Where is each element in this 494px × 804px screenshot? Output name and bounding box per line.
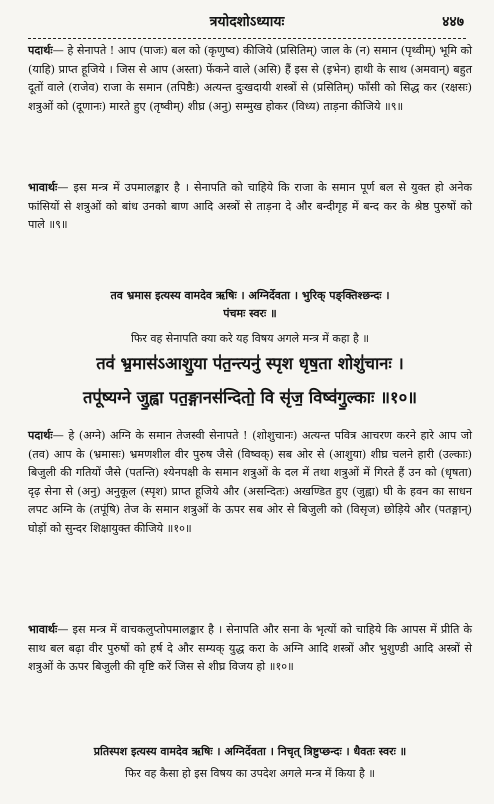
padartha-text: — हे (अग्ने) अग्नि के समान तेजस्वी सेनापते ! (शोशुचानः) अत्यन्त पवित्र आचरण करने हारे आप जो (तव) आप के (भ्रमासः) भ्रमणशील वीर पुरुष जैसे (विष्वक्) सब ओर से (आशुया) शीघ्र चलने हारी (उल्काः) बिजुली की गतियों जैसे (पतन्ति) श्येनपक्षी के समान शत्रुओं के दल में तथा शत्रुओं में गिरते हैं उन को (धृषता) दृढ़ सेना से (अनु) अनुकूल (स्पृश) प्राप्त हूजिये और (असन्दितः) अखण्डित हुए (जुह्वा) घी के हवन का साधन लपट अग्नि के (तपूंषि) तेज के समान शत्रुओं के ऊपर सब ओर से बिजुली को (विसृज) छोड़िये और (पतङ्गान्) घोड़ों को सुन्दर शिक्षायुक्त कीजिये ॥१०॥ <box>28 429 472 535</box>
page-header <box>0 10 494 34</box>
bhavartha-paragraph-10 <box>28 620 472 677</box>
bhavartha-text: — इस मन्त्र में उपमालङ्कार है । सेनापति को चाहिये कि राजा के समान पूर्ण बल से युक्त हो अनेक फांसियों से शत्रुओं को बांध उनको बाण आदि अस्त्रों से ताड़ना दे और बन्दीगृह में बन्द कर के श्रेष्ठ पुरुषों को पाले ॥९॥ <box>28 181 472 232</box>
bhavartha-label: भावार्थः <box>28 622 58 636</box>
padartha-label: पदार्थः <box>28 428 53 442</box>
page-number: ४४७ <box>442 14 464 30</box>
rishi-line-3: प्रतिस्पश इत्यस्य वामदेव ऋषिः । अग्निर्देवता । निचृत् त्रिष्टुप्छन्दः । धैवतः स्वरः ॥ <box>93 745 407 758</box>
padartha-label: पदार्थः <box>28 43 53 57</box>
mantra-line-1: तव॑ भ्र॒मास॑ऽआशु॒या प॑त॒न्त्यनु॑ स्पृश धृष॒ता शोशु॑चानः । <box>96 354 404 373</box>
mantra-intro: फिर वह सेनापति क्या करे यह विषय अगले मन्त्र में कहा है ॥ <box>131 332 369 345</box>
rishi-line-1: तव भ्रमास इत्यस्य वामदेव ऋषिः । अग्निर्देवता । भुरिक् पङ्क्तिश्छन्दः । <box>110 289 390 302</box>
padartha-text: — हे सेनापते ! आप (पाजः) बल को (कृणुष्व) कीजिये (प्रसितिम्) जाल के (न) समान (पृथ्वीम्) भूमि को (याहि) प्राप्त हूजिये । जिस से आप (अस्ता) फेंकने वाले (असि) हैं इस से (इभेन) हाथी के साथ (अमवान्) बहुत दूतों वाले (राजेव) राजा के समान (तपिष्ठैः) अत्यन्त दुःखदायी शस्त्रों से (प्रसितिम्) फाँसी को सिद्ध कर (रक्षसः) शत्रुओं को (दूणानः) मारते हुए (तृष्वीम्) शीघ्र (अनु) सम्मुख होकर (विध्य) ताड़ना कीजिये ॥९॥ <box>28 44 472 113</box>
header-rule <box>28 38 466 39</box>
padartha-paragraph-10 <box>28 426 472 539</box>
bhavartha-paragraph-9 <box>28 178 472 235</box>
bhavartha-text: — इस मन्त्र में वाचकलुप्तोपमालङ्कार है । सेनापति और सना के भृत्यों को चाहिये कि आपस में प्रीति के साथ बल बढ़ा वीर पुरुषों को हर्ष दे और सम्यक् युद्ध करा के अग्नि आदि शस्त्रों और भुशुण्डी आदि अस्त्रों से शत्रुओं के ऊपर बिजुली की वृष्टि करें जिस से शीघ्र विजय हो ॥१०॥ <box>28 623 472 674</box>
mantra-line-2: तपू॑ष्यग्ने जु॒ह्वा पत॒ङ्गानस॑न्दितो॒ वि सृ॑ज॒ विष्व॑गु॒ल्काः ॥१०॥ <box>82 388 418 407</box>
bhavartha-label: भावार्थः <box>28 180 58 194</box>
padartha-paragraph-9 <box>28 41 472 116</box>
rishi-line-2: पंचमः स्वरः ॥ <box>223 307 277 320</box>
chapter-title: त्रयोदशोऽध्यायः <box>209 14 285 30</box>
next-mantra-intro: फिर वह कैसा हो इस विषय का उपदेश अगले मन्त्र में किया है ॥ <box>125 767 375 780</box>
